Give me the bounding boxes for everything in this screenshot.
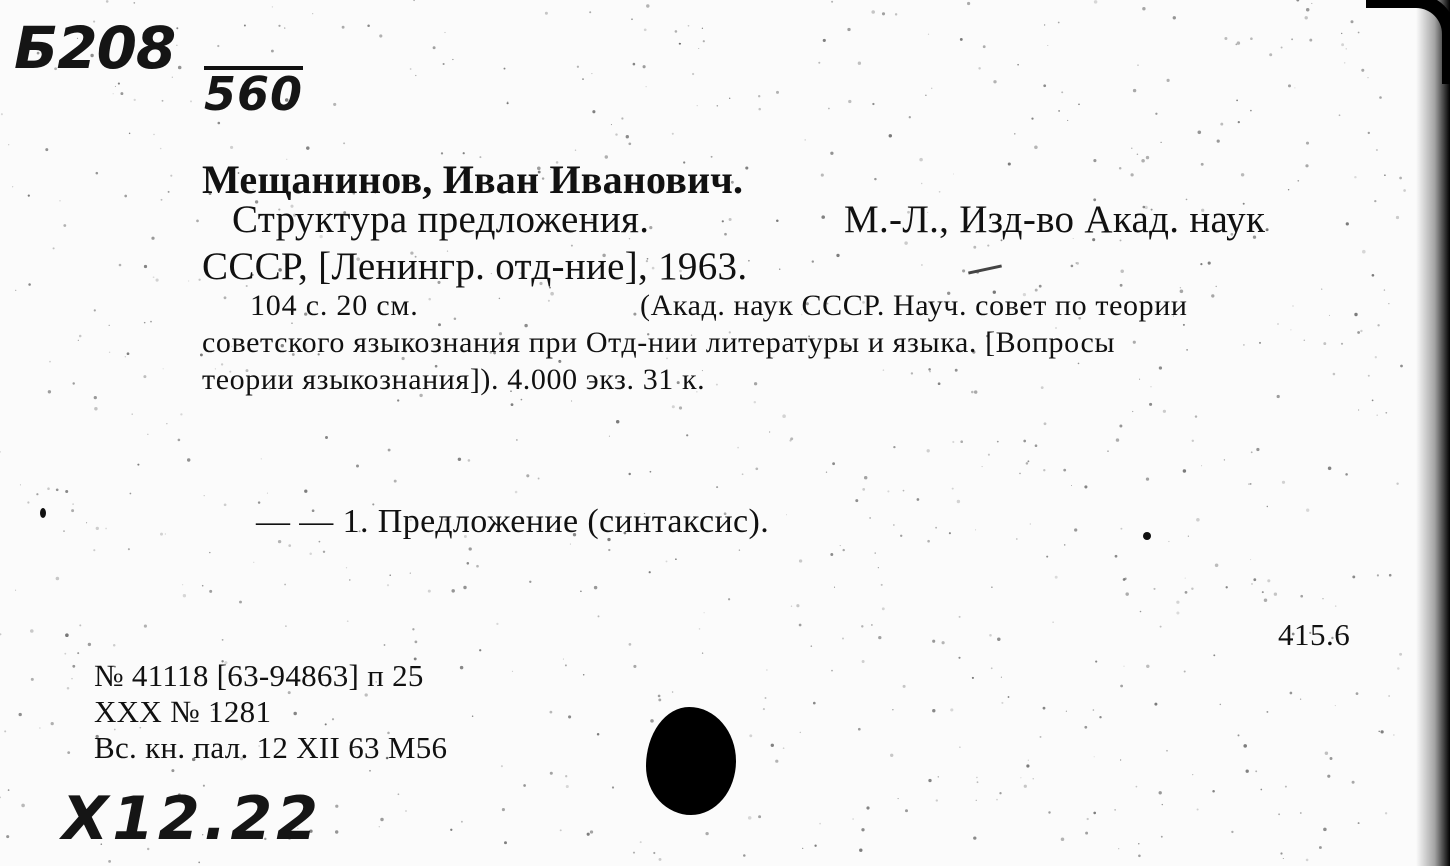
title: Структура предложения. — [232, 198, 650, 241]
classification-number: 415.6 — [1278, 617, 1351, 652]
physical-description: 104 с. 20 см. — [250, 289, 419, 322]
ink-blot — [646, 707, 736, 815]
series-note-line-2: советского языкознания при Отд-нии литературы и языка. [Вопросы — [202, 326, 1116, 359]
subject-heading: — — 1. Предложение (синтаксис). — [256, 503, 770, 540]
registration-number: № 41118 [63-94863] п 25 — [94, 658, 424, 693]
publisher: М.-Л., Изд-во Акад. наук — [844, 198, 1266, 241]
imprint: СССР, [Ленингр. отд-ние], 1963. — [202, 245, 748, 288]
card-corner — [1366, 0, 1450, 84]
handwritten-note: Х12.22 — [62, 784, 323, 854]
shelf-mark-denominator: 560 — [204, 67, 304, 121]
series-note-line-3: теории языкознания]). 4.000 экз. 31 к. — [202, 363, 706, 396]
registration-series: XXX № 1281 — [94, 694, 272, 729]
author-heading: Мещанинов, Иван Иванович. — [202, 157, 744, 202]
shelf-mark: Б208 — [14, 14, 176, 82]
ink-dot — [1143, 532, 1151, 540]
ink-dot — [40, 508, 46, 518]
card-right-edge-shadow — [1416, 0, 1450, 866]
series-note-line-1: (Акад. наук СССР. Науч. совет по теории — [640, 289, 1188, 322]
book-chamber-date: Вс. кн. пал. 12 XII 63 M56 — [94, 730, 448, 765]
